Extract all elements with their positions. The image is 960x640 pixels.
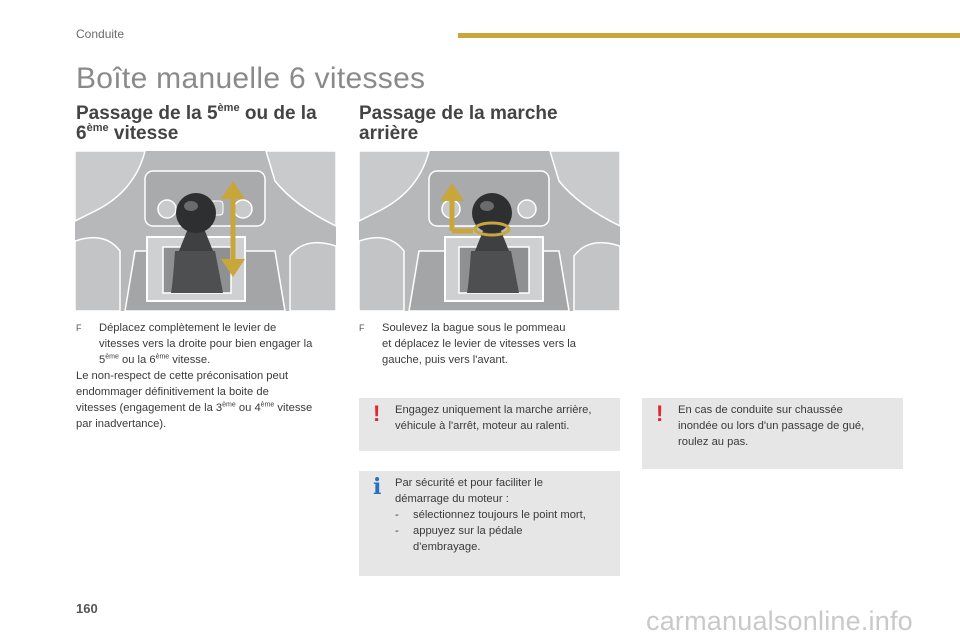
page-title: Boîte manuelle 6 vitesses bbox=[76, 62, 426, 95]
bullet-icon: F bbox=[359, 323, 365, 333]
list-item: - appuyez sur la pédale bbox=[395, 525, 523, 537]
warning-note-flooded-road: ! En cas de conduite sur chaussée inondée ou lors d'un passage de gué, roulez au pas. bbox=[642, 398, 903, 469]
left-section-title bbox=[76, 101, 317, 144]
gear-shift-reverse-icon bbox=[359, 151, 620, 311]
header-rule bbox=[458, 33, 960, 38]
gear-shift-right-illustration bbox=[75, 151, 336, 311]
gear-shift-reverse-illustration bbox=[359, 151, 620, 311]
warning-icon: ! bbox=[656, 401, 664, 426]
page-number: 160 bbox=[76, 601, 98, 616]
warning-icon: ! bbox=[373, 401, 381, 426]
right-bullet: F Soulevez la bague sous le pommeau et déplacez le levier de vitesses vers la gauche, puis vers l'avant. bbox=[359, 322, 577, 366]
left-paragraph: Le non-respect de cette préconisation peut endommager définitivement la boite de vitesses (engagement de la 3ème ou 4ème vitesse par inadvertance). bbox=[76, 370, 313, 430]
info-note-engine-start: i Par sécurité et pour faciliter le démarrage du moteur : - sélectionnez toujours le point mort, - appuyez sur la pédale d'embrayage. bbox=[359, 471, 620, 576]
list-item: - sélectionnez toujours le point mort, bbox=[395, 509, 586, 521]
section-label: Conduite bbox=[76, 27, 125, 41]
warning-note-reverse: ! Engagez uniquement la marche arrière, véhicule à l'arrêt, moteur au ralenti. bbox=[359, 398, 620, 451]
right-instructions bbox=[359, 320, 621, 368]
info-icon: i bbox=[373, 474, 382, 500]
left-bullet: F Déplacez complètement le levier de vitesses vers la droite pour bien engager la 5ème ou la 6ème vitesse. bbox=[76, 322, 313, 366]
watermark: carmanualsonline.info bbox=[646, 606, 913, 636]
left-title-line1: Passage de la 5ème ou de la bbox=[76, 101, 317, 124]
left-title-line2: 6ème vitesse bbox=[76, 121, 179, 144]
right-section-title: Passage de la marche arrière bbox=[359, 103, 558, 144]
gear-shift-right-icon bbox=[75, 151, 336, 311]
left-instructions bbox=[76, 320, 338, 432]
bullet-icon: F bbox=[76, 323, 82, 333]
